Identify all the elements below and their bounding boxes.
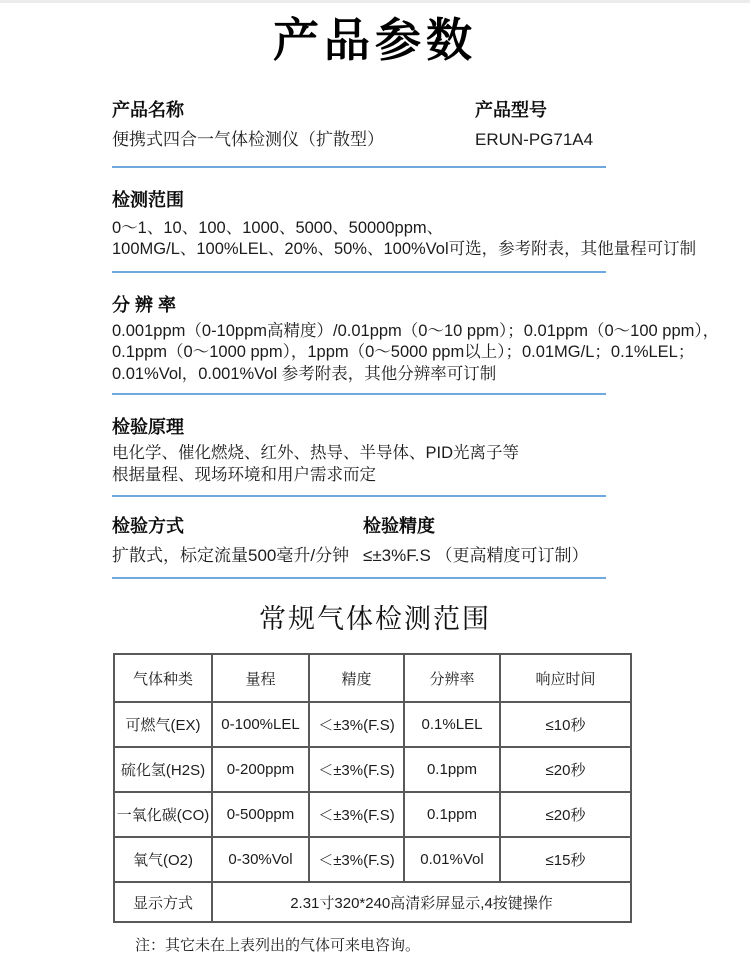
- cell-resolution: 0.01%Vol: [404, 837, 500, 882]
- spec-content: [112, 99, 720, 580]
- cell-resolution: 0.1ppm: [404, 747, 500, 792]
- section-divider: [112, 271, 606, 273]
- accuracy-heading: 检验精度: [363, 516, 435, 537]
- page-title: 产品参数: [273, 14, 477, 66]
- gas-detection-table: [113, 653, 632, 923]
- cell-range: 0-100%LEL: [212, 702, 309, 747]
- method-heading: 检验方式: [112, 516, 184, 537]
- principle-heading: 检验原理: [112, 417, 184, 438]
- cell-gas-type: 可燃气(EX): [114, 702, 212, 747]
- col-header-accuracy: 精度: [309, 654, 404, 702]
- detection-range-body: [112, 218, 697, 261]
- product-info-row: [112, 99, 606, 150]
- table-row: [114, 792, 631, 837]
- accuracy-block: [363, 515, 606, 566]
- cell-accuracy: ＜±3%(F.S): [309, 702, 404, 747]
- resolution-line2: 0.1ppm（0～1000 ppm），1ppm（0～5000 ppm以上）；0.01MG/L；0.1%LEL；: [112, 343, 695, 362]
- detection-range-line2: 100MG/L、100%LEL、20%、50%、100%Vol可选，参考附表，其他量程可订制: [112, 240, 697, 259]
- cell-range: 0-200ppm: [212, 747, 309, 792]
- cell-gas-type: 氧气(O2): [114, 837, 212, 882]
- cell-resolution: 0.1ppm: [404, 792, 500, 837]
- cell-gas-type: 一氧化碳(CO): [114, 792, 212, 837]
- detection-range-heading: 检测范围: [112, 189, 184, 210]
- resolution-line3: 0.01%Vol，0.001%Vol 参考附表，其他分辨率可订制: [112, 364, 497, 383]
- gas-table-title: 常规气体检测范围: [259, 604, 491, 635]
- cell-response-time: ≤20秒: [500, 747, 631, 792]
- cell-resolution: 0.1%LEL: [404, 702, 500, 747]
- cell-response-time: ≤15秒: [500, 837, 631, 882]
- cell-accuracy: ＜±3%(F.S): [309, 747, 404, 792]
- cell-range: 0-500ppm: [212, 792, 309, 837]
- method-accuracy-row: [112, 515, 606, 566]
- col-header-response-time: 响应时间: [500, 654, 631, 702]
- table-row: [114, 702, 631, 747]
- resolution-body: [112, 321, 720, 386]
- principle-body: [112, 443, 606, 486]
- method-value: 扩散式，标定流量500毫升/分钟: [112, 546, 350, 566]
- table-header-row: [114, 654, 631, 702]
- section-divider: [112, 577, 606, 579]
- section-divider: [112, 166, 606, 168]
- resolution-line1: 0.001ppm（0-10ppm高精度）/0.01ppm（0～10 ppm）；0.01ppm（0～100 ppm），: [112, 321, 720, 340]
- footnote: 注：其它未在上表列出的气体可来电咨询。: [135, 937, 421, 955]
- cell-response-time: ≤10秒: [500, 702, 631, 747]
- product-model-label: 产品型号: [475, 99, 547, 120]
- cell-range: 0-30%Vol: [212, 837, 309, 882]
- principle-line1: 电化学、催化燃烧、红外、热导、半导体、PID光离子等: [112, 444, 520, 463]
- product-model-block: [475, 99, 606, 150]
- top-edge-strip: [0, 0, 750, 3]
- accuracy-value: ≤±3%F.S （更高精度可订制）: [363, 546, 589, 566]
- col-header-resolution: 分辨率: [404, 654, 500, 702]
- section-divider: [112, 495, 606, 497]
- table-row: [114, 837, 631, 882]
- principle-line2: 根据量程、现场环境和用户需求而定: [112, 465, 376, 484]
- cell-accuracy: ＜±3%(F.S): [309, 792, 404, 837]
- method-block: [112, 515, 363, 566]
- cell-response-time: ≤20秒: [500, 792, 631, 837]
- section-divider: [112, 393, 606, 395]
- product-name-label: 产品名称: [112, 99, 184, 120]
- table-row: [114, 747, 631, 792]
- table-row-display-mode: [114, 882, 631, 922]
- product-name-block: [112, 99, 475, 150]
- cell-display-value: 2.31寸320*240高清彩屏显示,4按键操作: [212, 882, 631, 922]
- detection-range-line1: 0～1、10、100、1000、5000、50000ppm、: [112, 218, 444, 237]
- cell-accuracy: ＜±3%(F.S): [309, 837, 404, 882]
- product-name-value: 便携式四合一气体检测仪（扩散型）: [112, 129, 384, 149]
- col-header-gas-type: 气体种类: [114, 654, 212, 702]
- product-model-value: ERUN-PG71A4: [475, 129, 594, 149]
- cell-display-label: 显示方式: [114, 882, 212, 922]
- col-header-range: 量程: [212, 654, 309, 702]
- resolution-heading: 分 辨 率: [112, 294, 177, 315]
- cell-gas-type: 硫化氢(H2S): [114, 747, 212, 792]
